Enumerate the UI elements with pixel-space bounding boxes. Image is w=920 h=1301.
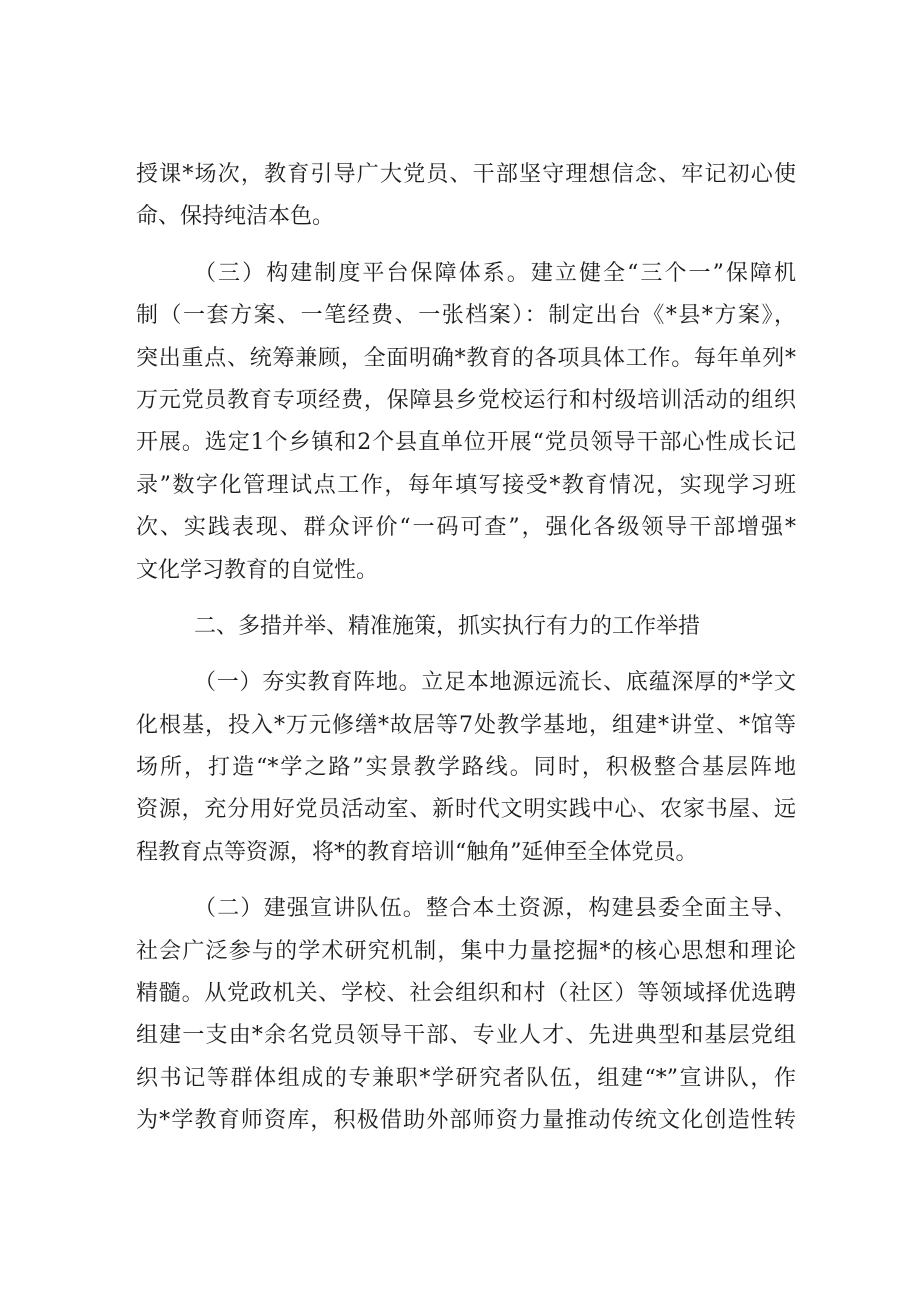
document-body <box>136 154 796 1143</box>
text-line: 化根基，投入*万元修缮*故居等7处教学基地，组建*讲堂、*馆等 <box>136 712 796 738</box>
text-line: 开展。选定1个乡镇和2个县直单位开展“党员领导干部心性成长记 <box>136 430 796 456</box>
text-line: 精髓。从党政机关、学校、社会组织和村（社区）等领域择优选聘 <box>136 981 796 1007</box>
text-line: 万元党员教育专项经费，保障县乡党校运行和村级培训活动的组织 <box>136 387 796 413</box>
paragraph-3 <box>136 662 796 874</box>
text-line: 织书记等群体组成的专兼职*学研究者队伍，组建“*”宣讲队，作 <box>136 1065 796 1091</box>
text-line: 资源，充分用好党员活动室、新时代文明实践中心、农家书屋、远 <box>136 797 796 823</box>
paragraph-2 <box>136 253 796 592</box>
text-line: 录”数字化管理试点工作，每年填写接受*教育情况，实现学习班 <box>136 472 796 498</box>
text-line: 文化学习教育的自觉性。 <box>136 557 379 583</box>
text-line: 为*学教育师资库，积极借助外部师资力量推动传统文化创造性转 <box>136 1108 796 1134</box>
text-line: 场所，打造“*学之路”实景教学路线。同时，积极整合基层阵地 <box>136 755 796 781</box>
text-line: 次、实践表现、群众评价“一码可查”，强化各级领导干部增强* <box>136 515 796 541</box>
heading-line: 二、多措并举、精准施策，抓实执行有力的工作举措 <box>194 613 701 639</box>
section-heading-2 <box>136 606 796 648</box>
text-line: 命、保持纯洁本色。 <box>136 204 335 230</box>
text-line: （二）建强宣讲队伍。整合本土资源，构建县委全面主导、 <box>194 896 796 922</box>
paragraph-4 <box>136 888 796 1142</box>
text-line: 授课*场次，教育引导广大党员、干部坚守理想信念、牢记初心使 <box>136 162 796 187</box>
text-line: 组建一支由*余名党员领导干部、专业人才、先进典型和基层党组 <box>136 1023 796 1049</box>
text-line: 社会广泛参与的学术研究机制，集中力量挖掘*的核心思想和理论 <box>136 938 796 964</box>
text-line: （三）构建制度平台保障体系。建立健全“三个一”保障机 <box>194 260 796 286</box>
paragraph-1 <box>136 154 796 239</box>
text-line: （一）夯实教育阵地。立足本地源远流长、底蕴深厚的*学文 <box>194 670 796 696</box>
text-line: 突出重点、统筹兼顾，全面明确*教育的各项具体工作。每年单列* <box>136 345 796 371</box>
text-line: 制（一套方案、一笔经费、一张档案）：制定出台《*县*方案》， <box>136 303 796 329</box>
text-line: 程教育点等资源，将*的教育培训“触角”延伸至全体党员。 <box>136 839 698 865</box>
